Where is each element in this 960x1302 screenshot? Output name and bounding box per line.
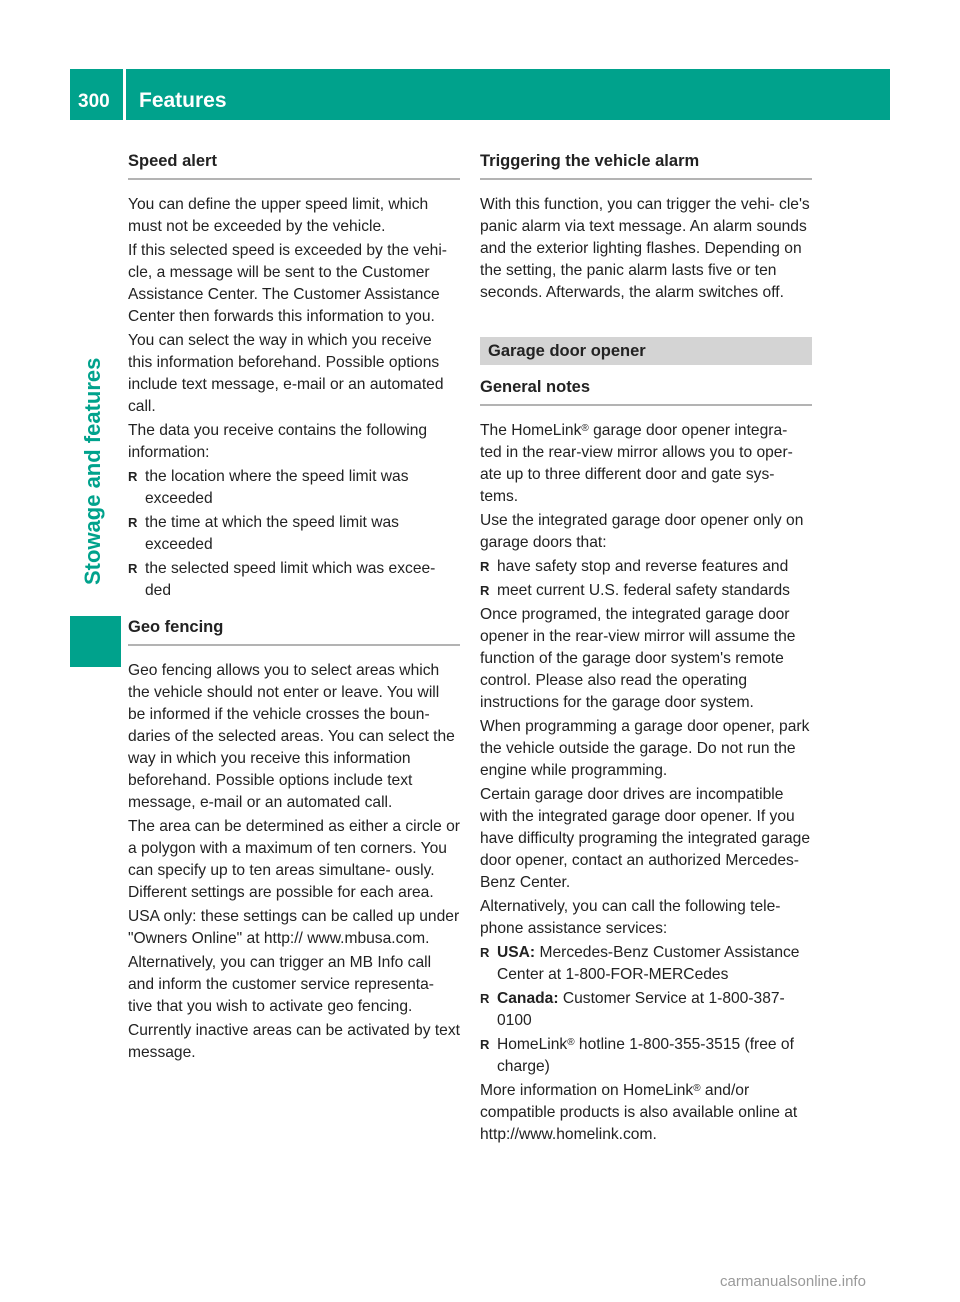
list-item: R the location where the speed limit was exceeded	[128, 466, 460, 510]
list-item	[480, 988, 812, 1032]
watermark: carmanualsonline.info	[720, 1273, 866, 1290]
speed-alert-paragraph: You can define the upper speed limit, which must not be exceeded by the vehicle.	[128, 196, 429, 235]
usa-label: USA:	[497, 944, 536, 961]
chapter-tab-label: Stowage and features	[80, 357, 105, 585]
canada-text: Customer Service at 1-800-387-0100	[497, 990, 785, 1029]
page-number: 300	[78, 91, 110, 112]
vehicle-alarm-paragraph: With this function, you can trigger the vehi- cle's panic alarm via text message. An alarm sounds and the exterior lighting flashes. Depending on the setting, the panic alarm lasts five or ten seconds. Afterwards, the alarm switches off.	[480, 196, 810, 301]
speed-alert-list	[128, 466, 460, 602]
homelink-text: HomeLink	[497, 1036, 568, 1053]
geo-fencing-paragraph: Geo fencing allows you to select areas which the vehicle should not enter or leave. You will be informed if the vehicle crosses the boun- daries of the selected areas. You can select the way in which you receive this information beforehand. Possible options include text message, e-mail or an automated call.	[128, 662, 455, 811]
speed-alert-paragraph: If this selected speed is exceeded by the vehi- cle, a message will be sent to the Customer Assistance Center. The Customer Assistance Center then forwards this information to you.	[128, 242, 447, 325]
garage-paragraph: Once programed, the integrated garage door opener in the rear-view mirror will assume the function of the garage door system's remote control. Please also read the operating instructions for the garage door system.	[480, 606, 796, 711]
list-item: R the time at which the speed limit was exceeded	[128, 512, 460, 556]
garage-door-opener-band: Garage door opener	[480, 337, 812, 365]
speed-alert-heading: Speed alert	[128, 150, 460, 180]
left-column	[128, 150, 460, 1066]
homelink-text: The HomeLink	[480, 422, 582, 439]
garage-paragraph: Certain garage door drives are incompatible with the integrated garage door opener. If you have difficulty programing the integrated garage door opener, contact an authorized Mercedes-Benz Center.	[480, 786, 810, 891]
registered-mark: ®	[581, 423, 589, 434]
garage-paragraph: Use the integrated garage door opener only on garage doors that:	[480, 512, 804, 551]
assistance-services-list	[480, 942, 812, 1078]
garage-paragraph	[480, 1080, 812, 1146]
geo-fencing-paragraph: Alternatively, you can trigger an MB Info call and inform the customer service representa- tive that you wish to activate geo fencing.	[128, 954, 434, 1015]
chapter-tab-marker	[70, 616, 121, 667]
more-info-text: and/or compatible products is also available online at http://www.homelink.com.	[480, 1082, 798, 1143]
garage-requirements-list	[480, 556, 812, 602]
speed-alert-paragraph: The data you receive contains the following information:	[128, 422, 428, 461]
usa-text: Mercedes-Benz Customer Assistance Center at 1-800-FOR-MERCedes	[497, 944, 800, 983]
more-info-text: More information on HomeLink	[480, 1082, 694, 1099]
general-notes-heading: General notes	[480, 376, 812, 406]
list-item: R the selected speed limit which was excee- ded	[128, 558, 460, 602]
garage-paragraph: When programming a garage door opener, park the vehicle outside the garage. Do not run the engine while programming.	[480, 718, 810, 779]
geo-fencing-paragraph: Currently inactive areas can be activated by text message.	[128, 1022, 460, 1061]
garage-paragraph	[480, 420, 812, 508]
canada-label: Canada:	[497, 990, 559, 1007]
garage-paragraph: Alternatively, you can call the following tele- phone assistance services:	[480, 898, 781, 937]
hotline-text: hotline 1-800-355-3515 (free of charge)	[497, 1036, 794, 1075]
geo-fencing-paragraph: The area can be determined as either a circle or a polygon with a maximum of ten corners. You can specify up to ten areas simultane- ously. Different settings are possible for each area.	[128, 818, 460, 901]
geo-fencing-heading: Geo fencing	[128, 616, 460, 646]
garage-text: garage door opener integra- ted in the rear-view mirror allows you to oper- ate up to three different door and gate sys- tems.	[480, 422, 793, 505]
registered-mark: ®	[693, 1083, 701, 1094]
vehicle-alarm-heading: Triggering the vehicle alarm	[480, 150, 812, 180]
geo-fencing-paragraph: USA only: these settings can be called up under "Owners Online" at http:// www.mbusa.com.	[128, 908, 460, 947]
list-item	[480, 942, 812, 986]
registered-mark: ®	[567, 1037, 575, 1048]
list-item: R meet current U.S. federal safety standards	[480, 580, 812, 602]
header-divider	[123, 69, 126, 120]
right-column	[480, 150, 812, 1148]
list-item	[480, 1034, 812, 1078]
list-item: R have safety stop and reverse features and	[480, 556, 812, 578]
speed-alert-paragraph: You can select the way in which you receive this information beforehand. Possible options include text message, e-mail or an automated call.	[128, 332, 444, 415]
section-title: Features	[139, 89, 227, 112]
